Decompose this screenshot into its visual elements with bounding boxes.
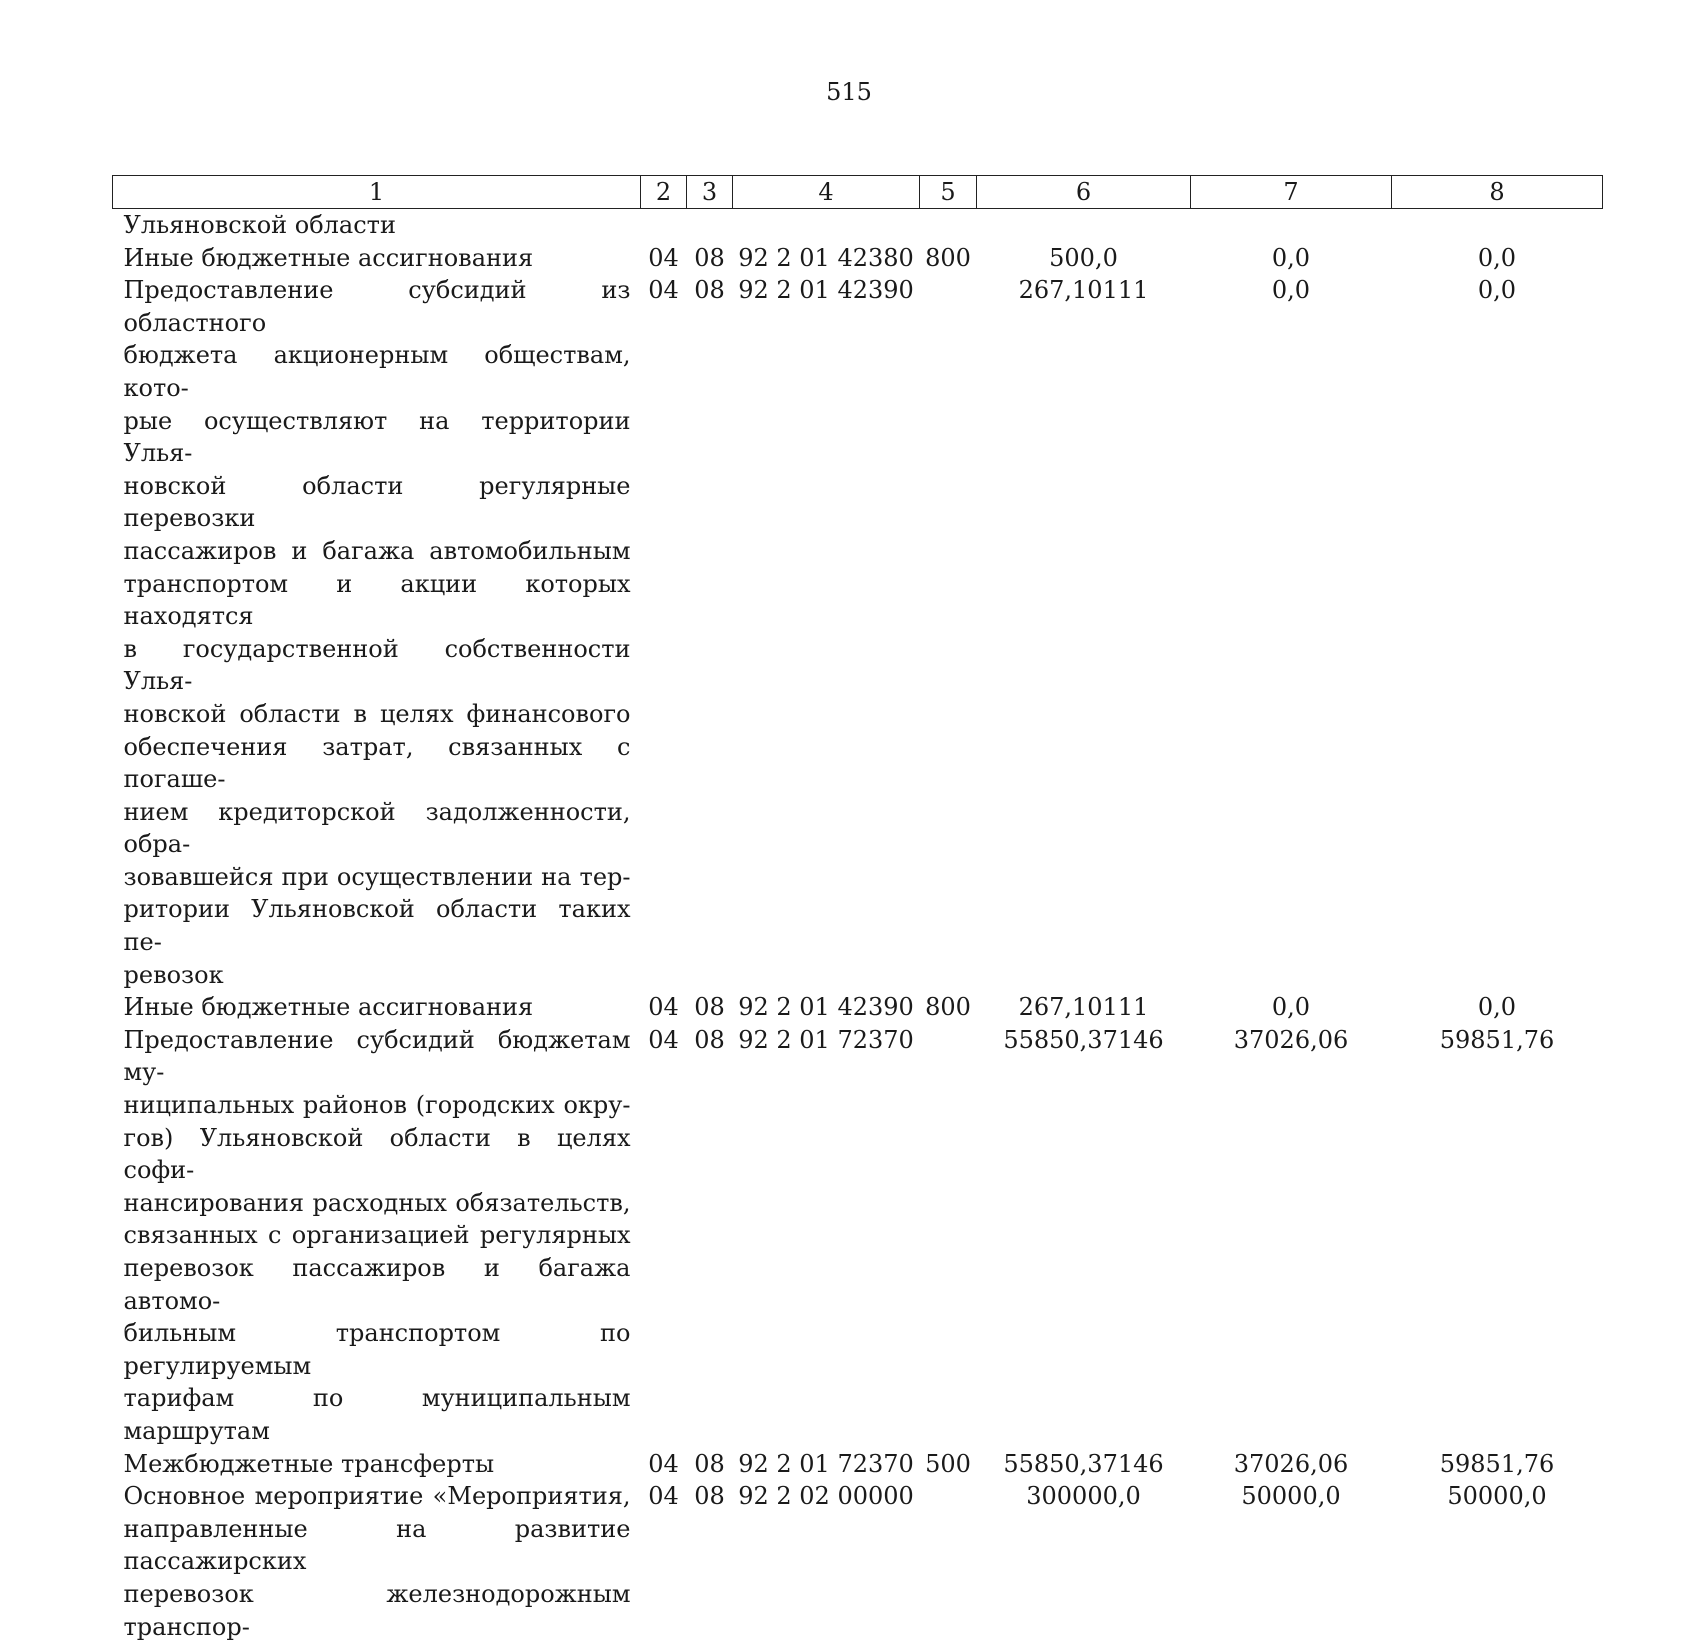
- subsection-code: 08: [687, 274, 733, 991]
- target-article-code: 92 2 02 00000: [733, 1480, 920, 1643]
- section-code: 04: [641, 991, 687, 1024]
- amount-col-6: [977, 209, 1191, 242]
- section-code: [641, 209, 687, 242]
- description-line: перевозок железнодорожным транспор-: [124, 1578, 631, 1643]
- amount-col-6: 55850,37146: [977, 1024, 1191, 1448]
- description-line: ревозок: [124, 959, 631, 992]
- description-line: направленные на развитие пассажирских: [124, 1513, 631, 1578]
- expense-type-code: [920, 1480, 977, 1643]
- description-line: Предоставление субсидий из областного: [124, 274, 631, 339]
- subsection-code: [687, 209, 733, 242]
- table-body: [113, 209, 1603, 1643]
- description-line: гов) Ульяновской области в целях софи-: [124, 1122, 631, 1187]
- section-code: 04: [641, 242, 687, 275]
- subsection-code: 08: [687, 242, 733, 275]
- budget-table: [112, 175, 1603, 1643]
- description-line: обеспечения затрат, связанных с погаше-: [124, 731, 631, 796]
- table-row: [113, 274, 1603, 991]
- amount-col-7: 0,0: [1191, 242, 1392, 275]
- target-article-code: 92 2 01 42390: [733, 274, 920, 991]
- target-article-code: [733, 209, 920, 242]
- row-description: [113, 991, 641, 1024]
- amount-col-6: 500,0: [977, 242, 1191, 275]
- description-line: в государственной собственности Улья-: [124, 633, 631, 698]
- table-row: [113, 1448, 1603, 1481]
- table-row: [113, 991, 1603, 1024]
- row-description: [113, 1024, 641, 1448]
- expense-type-code: 800: [920, 242, 977, 275]
- target-article-code: 92 2 01 42380: [733, 242, 920, 275]
- description-line: нием кредиторской задолженности, обра-: [124, 796, 631, 861]
- expense-type-code: [920, 209, 977, 242]
- page-number: 515: [0, 78, 1698, 106]
- subsection-code: 08: [687, 1024, 733, 1448]
- description-line: нансирования расходных обязательств,: [124, 1187, 631, 1220]
- description-line: Межбюджетные трансферты: [124, 1448, 631, 1481]
- description-line: ниципальных районов (городских окру-: [124, 1089, 631, 1122]
- amount-col-8: 59851,76: [1392, 1024, 1603, 1448]
- description-line: Ульяновской области: [124, 209, 631, 242]
- target-article-code: 92 2 01 72370: [733, 1024, 920, 1448]
- section-code: 04: [641, 1448, 687, 1481]
- column-header-8: 8: [1392, 176, 1603, 209]
- description-line: бильным транспортом по регулируемым: [124, 1317, 631, 1382]
- row-description: [113, 242, 641, 275]
- description-line: транспортом и акции которых находятся: [124, 568, 631, 633]
- amount-col-7: 0,0: [1191, 991, 1392, 1024]
- amount-col-8: 0,0: [1392, 991, 1603, 1024]
- description-line: перевозок пассажиров и багажа автомо-: [124, 1252, 631, 1317]
- section-code: 04: [641, 274, 687, 991]
- description-line: Иные бюджетные ассигнования: [124, 991, 631, 1024]
- column-header-6: 6: [977, 176, 1191, 209]
- description-line: новской области в целях финансового: [124, 698, 631, 731]
- column-header-7: 7: [1191, 176, 1392, 209]
- amount-col-8: 50000,0: [1392, 1480, 1603, 1643]
- table-row: [113, 209, 1603, 242]
- header-row: [113, 176, 1603, 209]
- expense-type-code: 500: [920, 1448, 977, 1481]
- amount-col-6: 267,10111: [977, 991, 1191, 1024]
- amount-col-8: 0,0: [1392, 274, 1603, 991]
- amount-col-6: 267,10111: [977, 274, 1191, 991]
- section-code: 04: [641, 1024, 687, 1448]
- column-header-1: 1: [113, 176, 641, 209]
- table-header: [113, 176, 1603, 209]
- row-description: [113, 1448, 641, 1481]
- subsection-code: 08: [687, 991, 733, 1024]
- row-description: [113, 1480, 641, 1643]
- description-line: Основное мероприятие «Мероприятия,: [124, 1480, 631, 1513]
- description-line: ритории Ульяновской области таких пе-: [124, 893, 631, 958]
- amount-col-6: 55850,37146: [977, 1448, 1191, 1481]
- amount-col-8: 59851,76: [1392, 1448, 1603, 1481]
- description-line: рые осуществляют на территории Улья-: [124, 405, 631, 470]
- description-line: зовавшейся при осуществлении на тер-: [124, 861, 631, 894]
- table-row: [113, 242, 1603, 275]
- target-article-code: 92 2 01 42390: [733, 991, 920, 1024]
- amount-col-7: 37026,06: [1191, 1024, 1392, 1448]
- amount-col-7: 50000,0: [1191, 1480, 1392, 1643]
- amount-col-7: 0,0: [1191, 274, 1392, 991]
- amount-col-6: 300000,0: [977, 1480, 1191, 1643]
- table-row: [113, 1024, 1603, 1448]
- description-line: связанных с организацией регулярных: [124, 1219, 631, 1252]
- description-line: тарифам по муниципальным маршрутам: [124, 1382, 631, 1447]
- amount-col-8: 0,0: [1392, 242, 1603, 275]
- amount-col-8: [1392, 209, 1603, 242]
- table-row: [113, 1480, 1603, 1643]
- column-header-2: 2: [641, 176, 687, 209]
- amount-col-7: [1191, 209, 1392, 242]
- section-code: 04: [641, 1480, 687, 1643]
- row-description: [113, 274, 641, 991]
- description-line: бюджета акционерным обществам, кото-: [124, 339, 631, 404]
- description-line: Предоставление субсидий бюджетам му-: [124, 1024, 631, 1089]
- subsection-code: 08: [687, 1480, 733, 1643]
- row-description: [113, 209, 641, 242]
- expense-type-code: [920, 274, 977, 991]
- amount-col-7: 37026,06: [1191, 1448, 1392, 1481]
- subsection-code: 08: [687, 1448, 733, 1481]
- expense-type-code: 800: [920, 991, 977, 1024]
- column-header-4: 4: [733, 176, 920, 209]
- expense-type-code: [920, 1024, 977, 1448]
- column-header-3: 3: [687, 176, 733, 209]
- description-line: новской области регулярные перевозки: [124, 470, 631, 535]
- description-line: Иные бюджетные ассигнования: [124, 242, 631, 275]
- column-header-5: 5: [920, 176, 977, 209]
- target-article-code: 92 2 01 72370: [733, 1448, 920, 1481]
- description-line: пассажиров и багажа автомобильным: [124, 535, 631, 568]
